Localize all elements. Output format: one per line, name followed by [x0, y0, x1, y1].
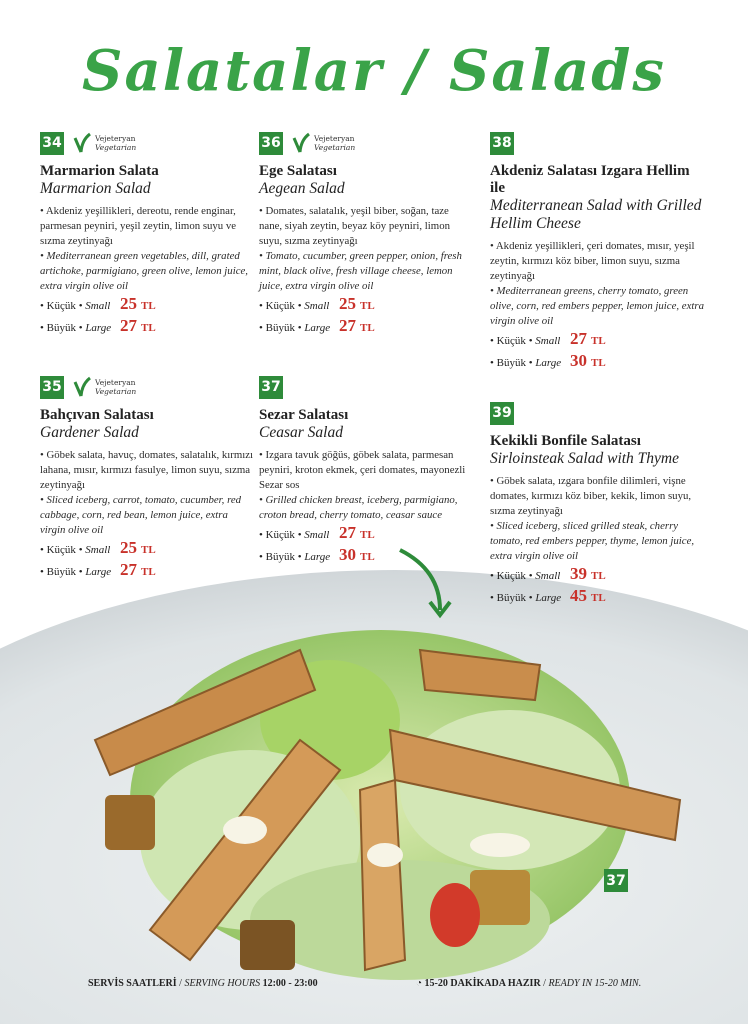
size-en: Small	[535, 335, 561, 347]
size-tr: Büyük	[496, 592, 526, 604]
vegetarian-mark	[72, 376, 136, 398]
vegetarian-tr: Vejeteryan	[314, 134, 355, 143]
leaf-icon	[291, 132, 311, 154]
vegetarian-label	[95, 134, 136, 152]
currency-label: TL	[141, 566, 156, 578]
size-en: Large	[304, 322, 331, 334]
size-label-small: • Küçük • Small	[490, 335, 561, 347]
item-description-tr: • Akdeniz yeşillikleri, çeri domates, mısır, yeşil zeytin, kırmızı köz biber, limon suyu, sızma zeytinyağı	[490, 240, 695, 282]
item-header	[259, 375, 474, 399]
ready-label-en: READY IN 15-20 MIN.	[548, 978, 642, 989]
menu-item-37	[259, 375, 474, 567]
item-description-tr: • Göbek salata, ızgara bonfile dilimleri, vişne domates, kırmızı köz biber, kekik, limon suyu, sızma zeytinyağı	[490, 475, 692, 517]
price-value: 27	[120, 316, 137, 335]
size-en: Small	[535, 570, 561, 582]
currency-label: TL	[591, 570, 606, 582]
item-description-en: • Grilled chicken breast, iceberg, parmigiano, croton bread, cherry tomato, ceasar sauce	[259, 494, 458, 521]
vegetarian-en: Vegetarian	[95, 387, 137, 396]
size-tr: Büyük	[46, 322, 76, 334]
size-tr: Büyük	[265, 551, 295, 563]
vegetarian-en: Vegetarian	[95, 143, 137, 152]
item-name-en: Aegean Salad	[259, 180, 345, 197]
leaf-icon	[72, 132, 92, 154]
size-en: Small	[85, 544, 111, 556]
price-value: 39	[570, 564, 587, 583]
size-label-small: • Küçük • Small	[259, 529, 330, 541]
item-name-tr: Akdeniz Salatası Izgara Hellim ile	[490, 163, 690, 196]
size-label-small: • Küçük • Small	[490, 570, 561, 582]
item-header	[40, 375, 255, 399]
size-tr: Küçük	[265, 300, 295, 312]
item-number-badge: 34	[40, 132, 64, 155]
currency-label: TL	[591, 335, 606, 347]
item-name-en: Marmarion Salad	[40, 180, 151, 197]
size-label-large: • Büyük • Large	[40, 566, 112, 578]
hours-label-tr: SERVİS SAATLERİ	[88, 978, 177, 989]
serving-hours: SERVİS SAATLERİ / SERVING HOURS 12:00 - 23:00	[88, 978, 318, 989]
price-value: 25	[339, 294, 356, 313]
item-header	[490, 401, 705, 425]
price-row-small	[259, 523, 474, 545]
size-en: Small	[304, 300, 330, 312]
size-en: Large	[85, 322, 112, 334]
price-value: 27	[570, 329, 587, 348]
menu-item-39	[490, 401, 705, 608]
item-header	[40, 131, 255, 155]
price-row-large	[40, 316, 255, 338]
item-header	[259, 131, 474, 155]
menu-item-34	[40, 131, 255, 338]
item-name-en: Mediterranean Salad with Grilled Hellim Cheese	[490, 197, 702, 232]
currency-label: TL	[360, 300, 375, 312]
price-value: 25	[120, 538, 137, 557]
size-label-large: • Büyük • Large	[490, 357, 562, 369]
currency-label: TL	[360, 529, 375, 541]
item-name-tr: Kekikli Bonfile Salatası	[490, 433, 641, 449]
currency-label: TL	[360, 322, 375, 334]
item-number-badge: 38	[490, 132, 514, 155]
size-tr: Küçük	[46, 544, 76, 556]
menu-item-38	[490, 131, 705, 373]
hours-label-en: SERVING HOURS	[184, 978, 261, 989]
currency-label: TL	[360, 551, 375, 563]
hours-value: 12:00 - 23:00	[262, 978, 318, 989]
item-name-tr: Marmarion Salata	[40, 163, 159, 179]
currency-label: TL	[141, 544, 156, 556]
item-description-tr: • Göbek salata, havuç, domates, salatalık, kırmızı lahana, mısır, kırmızı fasulye, limon suyu, sızma zeytinyağı	[40, 449, 254, 491]
size-label-small: • Küçük • Small	[40, 300, 111, 312]
size-en: Large	[535, 592, 562, 604]
leaf-icon	[72, 376, 92, 398]
price-row-large	[259, 316, 474, 338]
vegetarian-mark	[72, 132, 136, 154]
price-row-small	[259, 294, 474, 316]
price-value: 30	[339, 545, 356, 564]
item-description-en: • Mediterranean greens, cherry tomato, green olive, corn, red embers pepper, lemon juice, extra virgin olive oil	[490, 285, 704, 327]
page-title: Salatalar / Salads	[82, 38, 666, 104]
item-number-badge: 35	[40, 376, 64, 399]
vegetarian-label	[95, 378, 136, 396]
size-tr: Büyük	[496, 357, 526, 369]
item-number-badge: 36	[259, 132, 283, 155]
item-name-tr: Ege Salatası	[259, 163, 337, 179]
item-description-en: • Sliced iceberg, sliced grilled steak, cherry tomato, red embers pepper, thyme, lemon juice, extra virgin olive oil	[490, 520, 695, 562]
size-tr: Küçük	[265, 529, 295, 541]
price-row-large	[259, 545, 474, 567]
vegetarian-tr: Vejeteryan	[95, 378, 136, 387]
item-description-tr: • Izgara tavuk göğüs, göbek salata, parmesan peyniri, kroton ekmek, çeri domates, mayonezli Sezar sos	[259, 449, 466, 491]
price-value: 27	[339, 523, 356, 542]
size-en: Large	[304, 551, 331, 563]
size-en: Small	[304, 529, 330, 541]
photo-item-badge: 37	[604, 869, 628, 892]
ready-label-tr: 15-20 DAKİKADA HAZIR	[424, 978, 541, 989]
item-description-en: • Sliced iceberg, carrot, tomato, cucumber, red cabbage, corn, red bean, lemon juice, extra virgin olive oil	[40, 494, 242, 536]
size-tr: Küçük	[46, 300, 76, 312]
price-value: 27	[120, 560, 137, 579]
item-description-tr: • Domates, salatalık, yeşil biber, soğan, taze nane, siyah zeytin, beyaz köy peyniri, limon suyu, sızma zeytinyağı	[259, 205, 450, 247]
price-value: 45	[570, 586, 587, 605]
item-description-en: • Tomato, cucumber, green pepper, onion, fresh mint, black olive, fresh village cheese, lemon juice, extra virgin olive oil	[259, 250, 462, 292]
size-label-large: • Büyük • Large	[259, 551, 331, 563]
size-en: Large	[85, 566, 112, 578]
item-name-tr: Bahçıvan Salatası	[40, 407, 154, 423]
salad-photo	[0, 540, 748, 1024]
size-en: Small	[85, 300, 111, 312]
size-label-large: • Büyük • Large	[490, 592, 562, 604]
item-header	[490, 131, 705, 155]
price-row-large	[490, 586, 705, 608]
vegetarian-label	[314, 134, 355, 152]
size-tr: Büyük	[265, 322, 295, 334]
size-label-large: • Büyük • Large	[40, 322, 112, 334]
clock-icon: ◔	[416, 978, 423, 989]
item-number-badge: 39	[490, 402, 514, 425]
price-row-large	[490, 351, 705, 373]
price-value: 30	[570, 351, 587, 370]
currency-label: TL	[591, 357, 606, 369]
item-description-tr: • Akdeniz yeşillikleri, dereotu, rende enginar, parmesan peyniri, yeşil zeytin, limon suyu ve sızma zeytinyağı	[40, 205, 237, 247]
item-number-badge: 37	[259, 376, 283, 399]
price-row-small	[40, 538, 255, 560]
item-description-en: • Mediterranean green vegetables, dill, grated artichoke, parmigiano, green olive, lemon juice, extra virgin olive oil	[40, 250, 248, 292]
size-en: Large	[535, 357, 562, 369]
vegetarian-mark	[291, 132, 355, 154]
currency-label: TL	[141, 322, 156, 334]
currency-label: TL	[141, 300, 156, 312]
size-label-small: • Küçük • Small	[40, 544, 111, 556]
price-row-small	[490, 564, 705, 586]
vegetarian-tr: Vejeteryan	[95, 134, 136, 143]
item-name-en: Sirloinsteak Salad with Thyme	[490, 450, 680, 467]
item-name-en: Gardener Salad	[40, 424, 139, 441]
size-tr: Büyük	[46, 566, 76, 578]
vegetarian-en: Vegetarian	[314, 143, 356, 152]
item-name-en: Ceasar Salad	[259, 424, 343, 441]
price-row-small	[490, 329, 705, 351]
size-label-large: • Büyük • Large	[259, 322, 331, 334]
menu-item-36	[259, 131, 474, 338]
size-label-small: • Küçük • Small	[259, 300, 330, 312]
currency-label: TL	[591, 592, 606, 604]
price-value: 25	[120, 294, 137, 313]
size-tr: Küçük	[496, 570, 526, 582]
menu-item-35	[40, 375, 255, 582]
price-value: 27	[339, 316, 356, 335]
price-row-large	[40, 560, 255, 582]
price-row-small	[40, 294, 255, 316]
ready-time: ◔ 15-20 DAKİKADA HAZIR / READY IN 15-20 MIN.	[416, 978, 642, 989]
size-tr: Küçük	[496, 335, 526, 347]
item-name-tr: Sezar Salatası	[259, 407, 349, 423]
